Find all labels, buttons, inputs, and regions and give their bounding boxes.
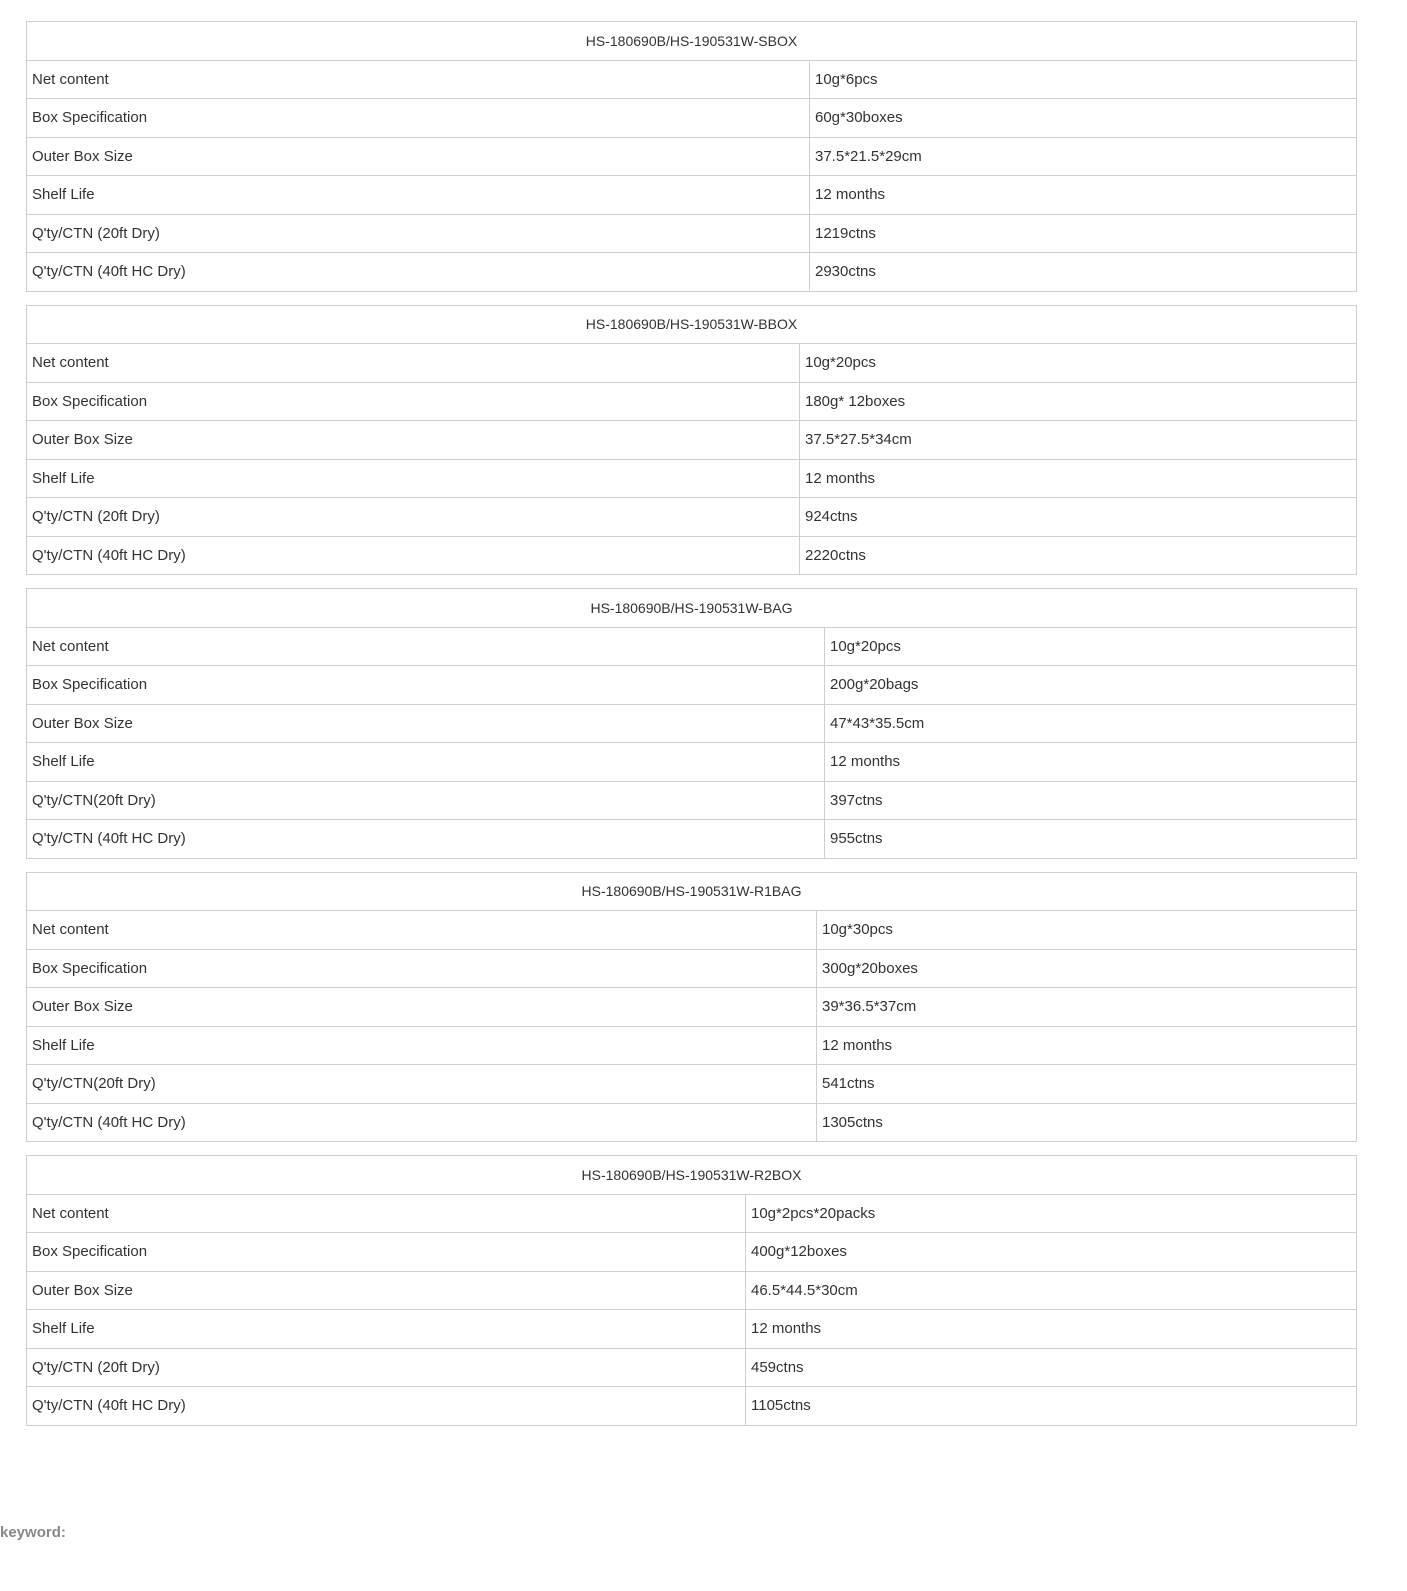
row-label: Outer Box Size (27, 988, 817, 1027)
row-label: Shelf Life (27, 459, 800, 498)
row-value: 10g*20pcs (825, 627, 1357, 666)
row-label: Q'ty/CTN (40ft HC Dry) (27, 820, 825, 859)
row-label: Outer Box Size (27, 704, 825, 743)
row-value: 397ctns (825, 781, 1357, 820)
table-title-row (27, 589, 1357, 628)
row-label: Net content (27, 627, 825, 666)
table-title: HS-180690B/HS-190531W-BAG (27, 589, 1357, 628)
row-value: 12 months (810, 176, 1357, 215)
row-value: 10g*6pcs (810, 60, 1357, 99)
table-row (27, 1233, 1357, 1272)
row-value: 60g*30boxes (810, 99, 1357, 138)
row-label: Shelf Life (27, 1310, 746, 1349)
table-row (27, 666, 1357, 705)
spec-table-r2box (26, 1155, 1357, 1426)
row-label: Outer Box Size (27, 1271, 746, 1310)
spec-tables (26, 21, 1357, 1439)
row-label: Q'ty/CTN(20ft Dry) (27, 781, 825, 820)
row-value: 12 months (825, 743, 1357, 782)
row-value: 180g* 12boxes (800, 382, 1357, 421)
row-label: Shelf Life (27, 176, 810, 215)
keyword-label: keyword: (0, 1524, 66, 1541)
row-label: Outer Box Size (27, 421, 800, 460)
table-row (27, 176, 1357, 215)
table-row (27, 1065, 1357, 1104)
table-row (27, 137, 1357, 176)
row-label: Box Specification (27, 382, 800, 421)
row-label: Q'ty/CTN (40ft HC Dry) (27, 1103, 817, 1142)
table-row (27, 214, 1357, 253)
row-label: Q'ty/CTN (20ft Dry) (27, 1348, 746, 1387)
table-title-row (27, 872, 1357, 911)
row-value: 2930ctns (810, 253, 1357, 292)
table-row (27, 988, 1357, 1027)
spec-table-bbox (26, 305, 1357, 576)
table-row (27, 1103, 1357, 1142)
row-label: Net content (27, 1194, 746, 1233)
table-row (27, 781, 1357, 820)
table-row (27, 1026, 1357, 1065)
row-value: 200g*20bags (825, 666, 1357, 705)
table-row (27, 627, 1357, 666)
row-value: 2220ctns (800, 536, 1357, 575)
row-value: 1105ctns (746, 1387, 1357, 1426)
row-value: 10g*20pcs (800, 344, 1357, 383)
table-row (27, 1348, 1357, 1387)
row-value: 10g*30pcs (817, 911, 1357, 950)
row-value: 46.5*44.5*30cm (746, 1271, 1357, 1310)
row-value: 541ctns (817, 1065, 1357, 1104)
spec-table-sbox (26, 21, 1357, 292)
spec-table-bag (26, 588, 1357, 859)
table-row (27, 99, 1357, 138)
table-row (27, 911, 1357, 950)
row-label: Box Specification (27, 1233, 746, 1272)
row-value: 300g*20boxes (817, 949, 1357, 988)
row-value: 12 months (817, 1026, 1357, 1065)
row-label: Q'ty/CTN (20ft Dry) (27, 214, 810, 253)
table-row (27, 820, 1357, 859)
row-label: Box Specification (27, 949, 817, 988)
table-row (27, 459, 1357, 498)
row-label: Q'ty/CTN (40ft HC Dry) (27, 253, 810, 292)
row-label: Shelf Life (27, 1026, 817, 1065)
row-value: 459ctns (746, 1348, 1357, 1387)
row-value: 924ctns (800, 498, 1357, 537)
row-value: 10g*2pcs*20packs (746, 1194, 1357, 1233)
table-row (27, 1387, 1357, 1426)
table-title: HS-180690B/HS-190531W-BBOX (27, 305, 1357, 344)
table-row (27, 704, 1357, 743)
row-label: Q'ty/CTN (40ft HC Dry) (27, 536, 800, 575)
table-row (27, 382, 1357, 421)
table-title-row (27, 305, 1357, 344)
table-row (27, 344, 1357, 383)
table-row (27, 949, 1357, 988)
table-row (27, 498, 1357, 537)
row-value: 37.5*21.5*29cm (810, 137, 1357, 176)
table-row (27, 536, 1357, 575)
table-row (27, 1310, 1357, 1349)
row-value: 47*43*35.5cm (825, 704, 1357, 743)
row-value: 12 months (800, 459, 1357, 498)
row-label: Box Specification (27, 666, 825, 705)
row-label: Box Specification (27, 99, 810, 138)
row-value: 12 months (746, 1310, 1357, 1349)
table-row (27, 253, 1357, 292)
row-value: 955ctns (825, 820, 1357, 859)
table-row (27, 1271, 1357, 1310)
table-row (27, 421, 1357, 460)
row-value: 400g*12boxes (746, 1233, 1357, 1272)
row-label: Q'ty/CTN (20ft Dry) (27, 498, 800, 537)
table-title-row (27, 22, 1357, 61)
table-title: HS-180690B/HS-190531W-SBOX (27, 22, 1357, 61)
row-label: Q'ty/CTN(20ft Dry) (27, 1065, 817, 1104)
row-label: Outer Box Size (27, 137, 810, 176)
table-row (27, 1194, 1357, 1233)
row-value: 1305ctns (817, 1103, 1357, 1142)
row-label: Net content (27, 911, 817, 950)
row-label: Net content (27, 60, 810, 99)
table-title-row (27, 1156, 1357, 1195)
row-label: Shelf Life (27, 743, 825, 782)
table-title: HS-180690B/HS-190531W-R2BOX (27, 1156, 1357, 1195)
row-value: 39*36.5*37cm (817, 988, 1357, 1027)
row-label: Q'ty/CTN (40ft HC Dry) (27, 1387, 746, 1426)
table-row (27, 60, 1357, 99)
table-row (27, 743, 1357, 782)
row-label: Net content (27, 344, 800, 383)
spec-table-r1bag (26, 872, 1357, 1143)
row-value: 1219ctns (810, 214, 1357, 253)
row-value: 37.5*27.5*34cm (800, 421, 1357, 460)
table-title: HS-180690B/HS-190531W-R1BAG (27, 872, 1357, 911)
